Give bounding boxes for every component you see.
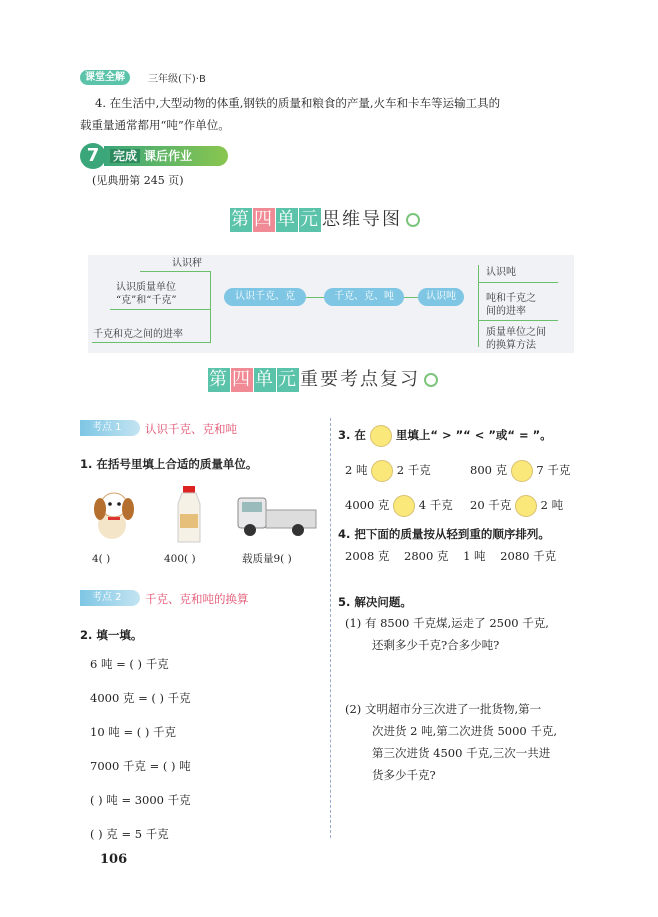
mm-line [210,271,211,343]
section-number: 7 [80,143,106,169]
q5-p1a: (1) 有 8500 千克煤,运走了 2500 千克, [345,616,549,630]
q3-pre: 3. 在 [338,428,366,442]
grade-label: 三年级(下)·B [148,74,206,85]
q5-p2b: 次进货 2 吨,第二次进货 5000 千克, [372,724,558,738]
mm-right-2: 吨和千克之 [486,293,536,304]
milk-bottle-image [174,484,204,546]
kd2-badge: 考点 2 [80,590,140,606]
q1-label-3: 载质量9( ) [242,553,292,565]
mm-node: 认识吨 [418,288,464,306]
q4-title: 4. 把下面的质量按从轻到重的顺序排列。 [338,527,550,541]
q3-item: 2 千克 [396,463,431,477]
dog-ear [94,498,106,520]
compare-circle[interactable] [515,495,537,517]
mm-line [92,342,210,343]
dog-collar [108,517,120,520]
mm-line [110,309,210,310]
q3-post: 里填上“ > ”“ < ”或“ = ”。 [395,428,552,442]
title-char: 第 [231,209,251,230]
compare-circle[interactable] [371,460,393,482]
q5-p2d: 货多少千克? [372,768,436,782]
q2-line: ( ) 克 = 5 千克 [90,827,169,841]
q3-title [338,424,552,447]
title-char: 元 [278,369,298,390]
mm-left-3: “克”和“千克” [116,295,177,306]
title-rest: 思维导图 [322,209,402,230]
mm-line [306,297,324,298]
truck-wheel [244,524,256,536]
q2-line: ( ) 吨 = 3000 千克 [90,793,191,807]
truck-wheel [292,524,304,536]
q3-item: 2 吨 [345,463,368,477]
mm-line [478,265,479,347]
q3-item: 20 千克 [470,498,512,512]
mm-line [404,297,418,298]
section-title: 课后作业 [144,149,193,163]
truck-image [236,492,318,540]
q3-row-1 [345,459,431,482]
truck-bed [266,510,316,528]
q2-line: 7000 千克 = ( ) 吨 [90,759,191,773]
q3-row-1b [470,459,570,482]
q5-p2a: (2) 文明超市分三次进了一批货物,第一 [345,702,542,716]
q2-line: 10 吨 = ( ) 千克 [90,725,177,739]
bottle-cap [183,486,195,493]
mm-left-1: 认识秤 [172,258,202,269]
kd1-title: 认识千克、克和吨 [145,422,237,436]
mm-right-1: 认识吨 [486,267,516,278]
section-label: 完成 [110,149,140,163]
q2-title: 2. 填一填。 [80,628,143,642]
dog-ear [122,498,134,520]
mindmap-title [230,205,420,235]
q3-item: 4 千克 [418,498,453,512]
q3-item: 800 克 [470,463,508,477]
compare-circle [370,425,392,447]
q4-items: 2008 克 2800 克 1 吨 2080 千克 [345,549,557,563]
title-char: 四 [254,209,274,230]
swirl-icon [406,213,420,227]
dog-image [88,487,140,545]
q3-item: 2 吨 [540,498,564,512]
title-char: 第 [209,369,229,390]
q1-label-1: 4( ) [92,553,111,565]
page-number: 106 [100,852,128,867]
compare-circle[interactable] [511,460,533,482]
q3-row-2 [345,494,453,517]
brand-badge: 课堂全解 [80,70,130,85]
q1-title: 1. 在括号里填上合适的质量单位。 [80,457,258,471]
mm-line [140,271,210,272]
q3-row-2b [470,494,563,517]
kd1-badge: 考点 1 [80,420,140,436]
mm-left-4: 千克和克之间的进率 [93,329,183,340]
review-title [208,365,438,395]
q2-line: 6 吨 = ( ) 千克 [90,657,169,671]
q1-label-2: 400( ) [164,553,196,565]
swirl-icon [424,373,438,387]
title-rest: 重要考点复习 [300,369,420,390]
mm-right-5: 的换算方法 [486,340,536,351]
title-char: 单 [277,209,297,230]
column-divider [330,418,331,838]
kd2-title: 千克、克和吨的换算 [145,592,249,606]
q3-item: 4000 克 [345,498,390,512]
mm-line [478,282,558,283]
truck-window [242,502,262,512]
mm-right-3: 间的进率 [486,306,526,317]
q3-item: 7 千克 [536,463,571,477]
intro-line-2: 载重量通常都用“吨”作单位。 [80,118,230,132]
section-ref: (见典册第 245 页) [92,174,184,187]
title-char: 单 [255,369,275,390]
mm-line [478,320,558,321]
mm-left-2: 认识质量单位 [116,282,176,293]
title-char: 四 [232,369,252,390]
bottle-label [180,514,198,528]
mm-node: 千克、克、吨 [324,288,404,306]
section-banner [104,146,228,166]
mm-right-4: 质量单位之间 [486,327,546,338]
title-char: 元 [300,209,320,230]
mm-node: 认识千克、克 [224,288,306,306]
q5-title: 5. 解决问题。 [338,595,412,609]
intro-line-1: 4. 在生活中,大型动物的体重,钢铁的质量和粮食的产量,火车和卡车等运输工具的 [95,96,501,110]
compare-circle[interactable] [393,495,415,517]
q2-line: 4000 克 = ( ) 千克 [90,691,191,705]
q5-p2c: 第三次进货 4500 千克,三次一共进 [372,746,551,760]
q5-p1b: 还剩多少千克?合多少吨? [372,638,500,652]
